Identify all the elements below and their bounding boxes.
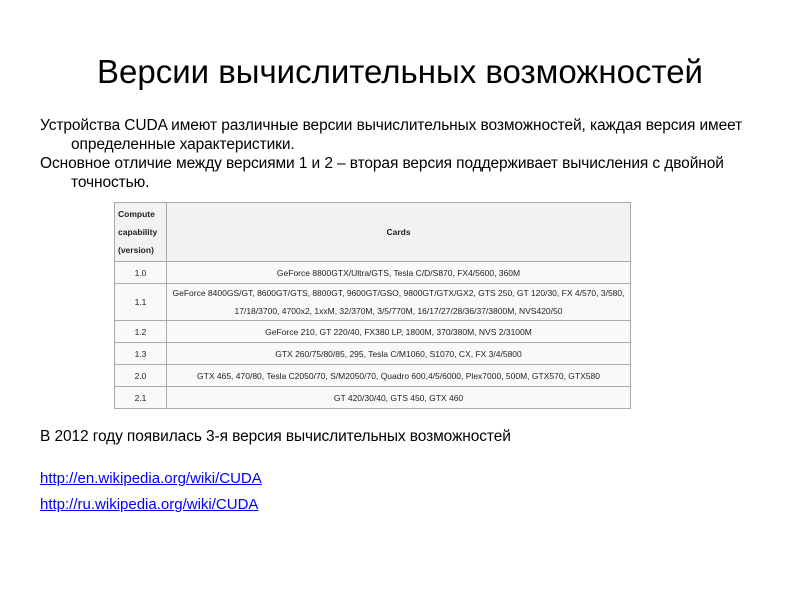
table-row [115,365,631,387]
table-row [115,321,631,343]
header-cards: Cards [167,203,631,262]
paragraph-cuda-versions: Устройства CUDA имеют различные версии вычислительных возможностей, каждая версия имеет определенные характеристики. [40,117,743,153]
cards-cell: GeForce 8800GTX/Ultra/GTS, Tesla C/D/S870, FX4/5600, 360M [167,262,631,284]
paragraph-difference: Основное отличие между версиями 1 и 2 – вторая версия поддерживает вычисления с двойной точностью. [40,155,724,191]
cards-cell: GeForce 8400GS/GT, 8600GT/GTS, 8800GT, 9600GT/GSO, 9800GT/GTX/GX2, GTS 250, GT 120/30, FX 4/570, 3/580, 17/18/3700, 4700x2, 1xxM, 32/370M, 3/5/770M, 16/17/27/28/36/37/3800M, NVS420/50 [167,284,631,321]
paragraph-2012-version: В 2012 году появилась 3-я версия вычислительных возможностей [40,428,511,445]
link-ru-wikipedia-cuda[interactable]: http://ru.wikipedia.org/wiki/CUDA [40,496,259,513]
header-compute-capability: Compute capability (version) [115,203,167,262]
cards-cell: GTX 465, 470/80, Tesla C2050/70, S/M2050/70, Quadro 600,4/5/6000, Plex7000, 500M, GTX570, GTX580 [167,365,631,387]
version-cell: 2.1 [115,387,167,409]
cards-cell: GT 420/30/40, GTS 450, GTX 460 [167,387,631,409]
version-cell: 1.2 [115,321,167,343]
table-row [115,343,631,365]
slide-title: Версии вычислительных возможностей [96,53,703,90]
version-cell: 1.0 [115,262,167,284]
compute-capability-table [114,202,631,409]
table-row [115,284,631,321]
version-cell: 1.1 [115,284,167,321]
cards-cell: GTX 260/75/80/85, 295, Tesla C/M1060, S1070, CX, FX 3/4/5800 [167,343,631,365]
version-cell: 1.3 [115,343,167,365]
table-row [115,262,631,284]
link-en-wikipedia-cuda[interactable]: http://en.wikipedia.org/wiki/CUDA [40,470,262,487]
cards-cell: GeForce 210, GT 220/40, FX380 LP, 1800M, 370/380M, NVS 2/3100M [167,321,631,343]
table-header-row [115,203,631,262]
table-row [115,387,631,409]
version-cell: 2.0 [115,365,167,387]
